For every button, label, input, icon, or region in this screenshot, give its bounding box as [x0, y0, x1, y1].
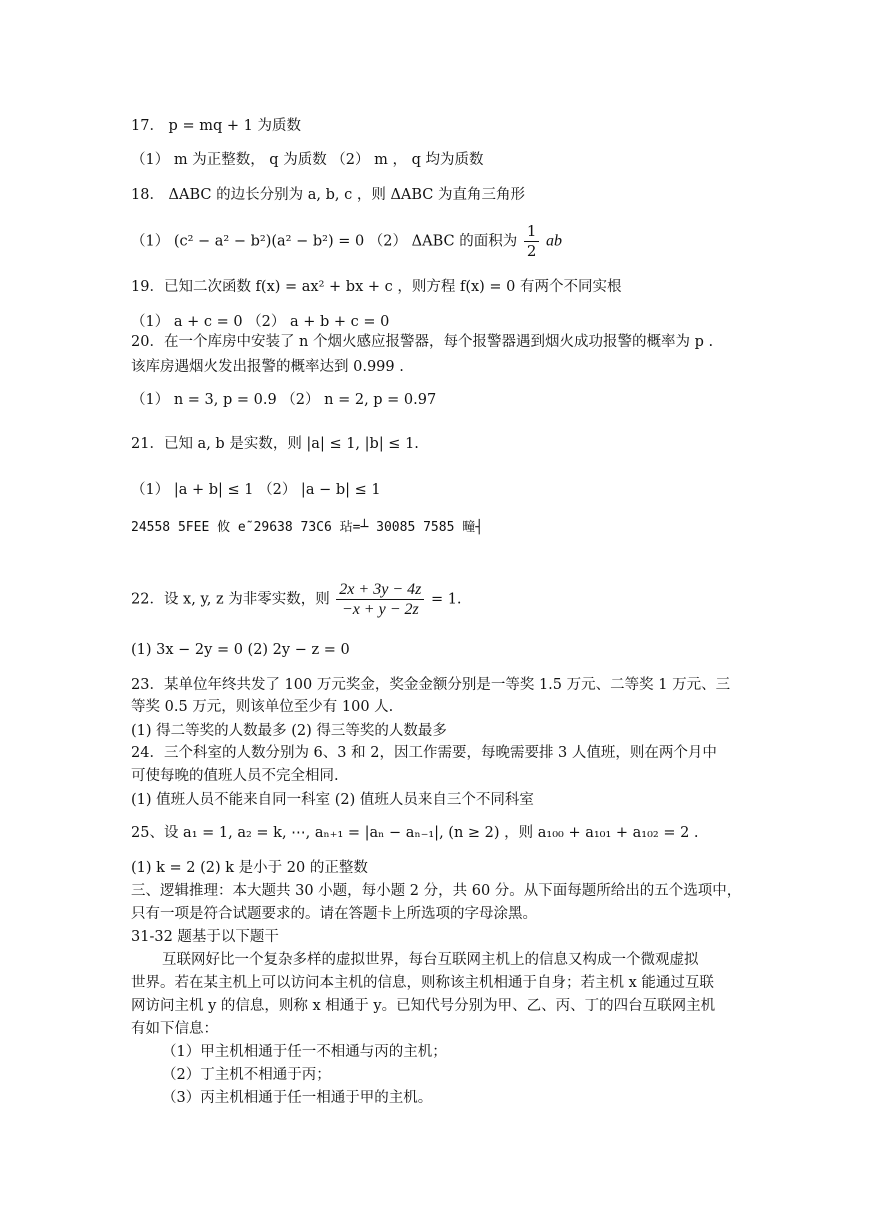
q19-conditions: （1） a + c = 0 （2） a + b + c = 0 [131, 314, 390, 330]
q18-conditions [131, 222, 562, 261]
q31-32-intro: 31-32 题基于以下题干 [131, 929, 279, 945]
q25-conditions: (1) k = 2 (2) k 是小于 20 的正整数 [131, 860, 368, 876]
q23-conditions: (1) 得二等奖的人数最多 (2) 得三等奖的人数最多 [131, 723, 447, 739]
q25-stem: 25、设 a₁ = 1, a₂ = k, ⋯, aₙ₊₁ = |aₙ − aₙ₋₁|, (n ≥ 2) ，则 a₁₀₀ + a₁₀₁ + a₁₀₂ = 2 . [131, 825, 699, 841]
fraction-numerator: 2x + 3y − 4z [336, 580, 424, 600]
section-three-instructions: 只有一项是符合试题要求的。请在答题卡上所选项的字母涂黑。 [131, 906, 537, 922]
garbled-text-line: 24558 5FEE 攸 e˜29638 73C6 玷=┴ 30085 7585 疃┤ [131, 520, 484, 535]
q17-stem: 17． p = mq + 1 为质数 [131, 118, 301, 134]
q22-fraction [336, 580, 424, 619]
q24-stem: 24．三个科室的人数分别为 6、3 和 2，因工作需要，每晚需要排 3 人值班，则在两个月中 [131, 745, 717, 761]
q24-stem-continued: 可使每晚的值班人员不完全相同. [131, 768, 339, 784]
passage-line-4: 有如下信息： [131, 1021, 218, 1037]
q21-stem: 21．已知 a, b 是实数，则 |a| ≤ 1, |b| ≤ 1. [131, 436, 419, 452]
section-three-heading: 三、逻辑推理：本大题共 30 小题，每小题 2 分，共 60 分。从下面每题所给出的五个选项中， [131, 883, 742, 899]
q23-stem: 23．某单位年终共发了 100 万元奖金，奖金金额分别是一等奖 1.5 万元、二等奖 1 万元、三 [131, 677, 731, 693]
q22-stem-text: 22．设 x, y, z 为非零实数，则 [131, 591, 330, 608]
one-half-fraction [524, 222, 540, 261]
q17-conditions: （1） m 为正整数， q 为质数 （2） m ， q 均为质数 [131, 152, 484, 168]
q18-conditions-text: （1） (c² − a² − b²)(a² − b²) = 0 （2） ΔABC 的面积为 [131, 233, 518, 250]
q20-stem: 20．在一个库房中安装了 n 个烟火感应报警器，每个报警器遇到烟火成功报警的概率为 p . [131, 334, 714, 350]
q24-conditions: (1) 值班人员不能来自同一科室 (2) 值班人员来自三个不同科室 [131, 792, 534, 808]
q22-equals: = 1. [430, 591, 462, 608]
info-item-2: （2）丁主机不相通于丙； [162, 1067, 331, 1083]
info-item-3: （3）丙主机相通于任一相通于甲的主机。 [162, 1090, 433, 1106]
q20-conditions: （1） n = 3, p = 0.9 （2） n = 2, p = 0.97 [131, 392, 437, 408]
q18-stem: 18． ΔABC 的边长分别为 a, b, c ，则 ΔABC 为直角三角形 [131, 187, 526, 203]
passage-line-3: 网访问主机 y 的信息，则称 x 相通于 y。已知代号分别为甲、乙、丙、丁的四台互联网主机 [131, 998, 716, 1014]
fraction-denominator: 2 [526, 242, 537, 260]
q23-stem-continued: 等奖 0.5 万元，则该单位至少有 100 人. [131, 699, 394, 715]
passage-line-2: 世界。若在某主机上可以访问本主机的信息，则称该主机相通于自身；若主机 x 能通过互联 [131, 975, 714, 991]
q22-conditions: (1) 3x − 2y = 0 (2) 2y − z = 0 [131, 642, 350, 658]
q19-stem: 19．已知二次函数 f(x) = ax² + bx + c ，则方程 f(x) = 0 有两个不同实根 [131, 279, 622, 295]
fraction-numerator: 1 [524, 222, 540, 242]
fraction-denominator: −x + y − 2z [341, 601, 419, 618]
q21-conditions: （1） |a + b| ≤ 1 （2） |a − b| ≤ 1 [131, 482, 381, 498]
info-item-1: （1）甲主机相通于任一不相通与丙的主机； [162, 1044, 447, 1060]
q20-stem-continued: 该库房遇烟火发出报警的概率达到 0.999 . [131, 359, 404, 375]
passage-line-1: 互联网好比一个复杂多样的虚拟世界，每台互联网主机上的信息又构成一个微观虚拟 [162, 952, 699, 968]
q18-area-product: ab [545, 232, 562, 250]
q22-stem [131, 580, 462, 619]
